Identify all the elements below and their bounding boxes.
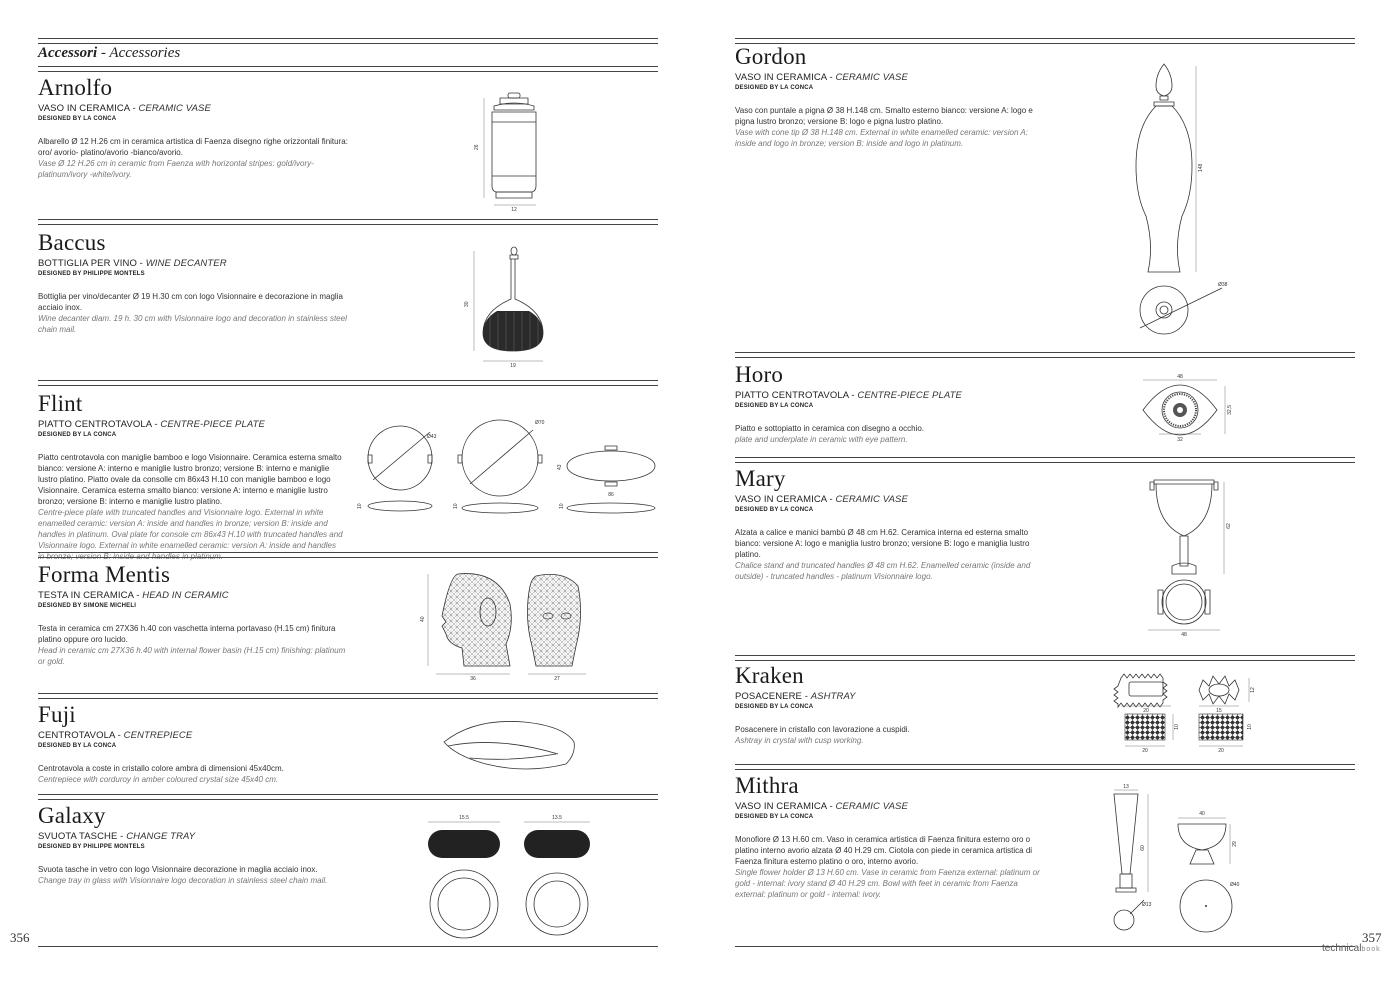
dimension-label: 36	[470, 676, 476, 682]
dimension-label: 60	[1140, 845, 1146, 851]
product-type-it: VASO IN CERAMICA	[735, 72, 827, 83]
product-designer: DESIGNED BY LA CONCA	[735, 85, 814, 91]
product-description-en: Single flower holder Ø 13 H.60 cm. Vase in ceramic from Faenza external: platinum or gold - internal: ivory stand Ø 40 H.29 cm. Bowl with feet in ceramic from Faenza external: platinum or gold - internal: ivory.	[735, 868, 1040, 899]
dimension-label: 86	[608, 492, 614, 498]
dimension-label: 62	[1226, 523, 1232, 529]
product-type-en: WINE DECANTER	[145, 258, 227, 269]
product-type-en: CENTRE-PIECE PLATE	[160, 419, 265, 430]
product-description-it: Albarello Ø 12 H.26 cm in ceramica artistica di Faenza disegno righe orizzontali finitura: oro/ avorio- platino/avorio -bianco/avorio.	[38, 137, 348, 157]
product-description-it: Svuota tasche in vetro con logo Visionnaire decorazione in maglia acciaio inox.	[38, 865, 318, 874]
brand-label	[1322, 943, 1381, 954]
product-forma-mentis	[38, 563, 348, 667]
product-mithra	[735, 774, 1045, 900]
galaxy-drawing	[420, 812, 600, 938]
header-rule-bottom	[38, 66, 658, 72]
product-type-en: CENTREPIECE	[123, 730, 193, 741]
product-type-it: PIATTO CENTROTAVOLA	[38, 419, 152, 430]
product-type-it: VASO IN CERAMICA	[735, 494, 827, 505]
section-header-sep: -	[97, 45, 110, 61]
product-type-en: HEAD IN CERAMIC	[142, 590, 229, 601]
section-rule	[38, 380, 658, 386]
product-description-it: Vaso con puntale a pigna Ø 38 H.148 cm. Smalto esterno bianco: versione A: logo e pigna lustro bronzo; versione B: logo e pigna lustro platino.	[735, 106, 1033, 126]
product-type: BOTTIGLIA PER VINO - WINE DECANTER	[38, 258, 227, 269]
dimension-label: 10	[1247, 724, 1253, 730]
product-type-it: VASO IN CERAMICA	[38, 103, 130, 114]
dimension-label: 12	[1250, 687, 1256, 693]
product-description-it: Bottiglia per vino/decanter Ø 19 H.30 cm con logo Visionnaire e decorazione in maglia acciaio inox.	[38, 292, 343, 312]
section-header-en: Accessories	[109, 45, 181, 61]
product-name: Flint	[38, 391, 83, 416]
product-type: VASO IN CERAMICA - CERAMIC VASE	[735, 494, 908, 505]
product-designer: DESIGNED BY LA CONCA	[735, 814, 814, 820]
product-type-it: SVUOTA TASCHE	[38, 831, 118, 842]
product-type: VASO IN CERAMICA - CERAMIC VASE	[735, 801, 908, 812]
section-rule	[735, 457, 1355, 463]
product-baccus	[38, 231, 348, 335]
product-type: VASO IN CERAMICA - CERAMIC VASE	[735, 72, 908, 83]
dimension-label: 29	[1232, 841, 1238, 847]
product-type: POSACENERE - ASHTRAY	[735, 691, 856, 702]
page-number-right: 357	[1362, 930, 1382, 945]
flint-drawing	[355, 410, 665, 522]
product-type-en: CERAMIC VASE	[835, 72, 908, 83]
horo-drawing	[1135, 372, 1235, 444]
product-mary	[735, 467, 1045, 582]
product-description-en: Chalice stand and truncated handles Ø 48 cm H.62. Enamelled ceramic (inside and outside) - truncated handles - platinum Visionnaire logo.	[735, 561, 1031, 581]
product-type: PIATTO CENTROTAVOLA - CENTRE-PIECE PLATE	[735, 390, 962, 401]
dimension-label: 30	[464, 301, 470, 307]
gordon-drawing	[1120, 60, 1230, 346]
product-description-it: Centrotavola a coste in cristallo colore ambra di dimensioni 45x40cm.	[38, 764, 284, 773]
section-rule	[38, 794, 658, 800]
dimension-label: 10	[1174, 724, 1180, 730]
page-bottom-rule	[735, 946, 1355, 947]
dimension-label: 27	[554, 676, 560, 682]
product-type: VASO IN CERAMICA - CERAMIC VASE	[38, 103, 211, 114]
page-number-left: 356	[10, 930, 30, 945]
dimension-label: 20	[1218, 748, 1224, 754]
product-kraken	[735, 664, 1045, 746]
dimension-label: Ø13	[1142, 902, 1152, 908]
kraken-drawing	[1115, 670, 1256, 754]
mithra-drawing	[1100, 782, 1260, 942]
dimension-label: 26	[474, 144, 480, 150]
product-description-en: plate and underplate in ceramic with eye pattern.	[735, 435, 908, 444]
dimension-label: 10	[357, 503, 363, 509]
product-type-en: CERAMIC VASE	[835, 494, 908, 505]
fuji-drawing	[440, 718, 580, 774]
dimension-label: Ø70	[535, 420, 545, 426]
product-designer: DESIGNED BY LA CONCA	[735, 507, 814, 513]
product-designer: DESIGNED BY LA CONCA	[38, 116, 117, 122]
product-type-en: ASHTRAY	[810, 691, 856, 702]
dimension-label: 19	[510, 363, 516, 369]
product-designer: DESIGNED BY LA CONCA	[735, 403, 814, 409]
header-rule	[735, 38, 1355, 44]
product-type: PIATTO CENTROTAVOLA - CENTRE-PIECE PLATE	[38, 419, 265, 430]
product-name: Baccus	[38, 230, 106, 255]
section-rule	[38, 219, 658, 225]
product-type-en: CERAMIC VASE	[138, 103, 211, 114]
arnolfo-drawing	[470, 88, 560, 213]
section-rule	[735, 764, 1355, 770]
product-horo	[735, 363, 1045, 445]
product-description-en: Head in ceramic cm 27X36 h.40 with internal flower basin (H.15 cm) finishing: platinum or gold.	[38, 646, 346, 666]
dimension-label: 32	[1177, 437, 1183, 443]
product-galaxy	[38, 804, 348, 886]
product-description-it: Testa in ceramica cm 27X36 h.40 con vaschetta interna portavaso (H.15 cm) finitura platino oppure oro lucido.	[38, 624, 336, 644]
dimension-label: 12	[511, 207, 517, 213]
section-header	[38, 44, 180, 62]
dimension-label: 32,5	[1227, 405, 1233, 415]
product-name: Horo	[735, 362, 784, 387]
product-name: Galaxy	[38, 803, 106, 828]
section-rule	[38, 693, 658, 699]
product-name: Arnolfo	[38, 75, 113, 100]
product-type: SVUOTA TASCHE - CHANGE TRAY	[38, 831, 196, 842]
product-name: Gordon	[735, 44, 807, 69]
product-description-en: Centre-piece plate with truncated handles and Visionnaire logo. External in white enamelled ceramic: version A: inside and handles in bronze; version B: inside and handles in platinum. Oval plate for console cm 86x43 H.10 with truncated handles and Visionnaire logo. External in white enamelled ceramic: version A: inside and handles in bronze; version B: inside and handles in platinum.	[38, 508, 343, 561]
dimension-label: 15.5	[459, 815, 469, 821]
product-description-en: Centrepiece with corduroy in amber coloured crystal size 45x40 cm.	[38, 775, 279, 784]
product-type-it: TESTA IN CERAMICA	[38, 590, 134, 601]
dimension-label: 20	[1142, 748, 1148, 754]
dimension-label: 20	[1143, 708, 1149, 714]
product-designer: DESIGNED BY PHILIPPE MONTELS	[38, 844, 145, 850]
product-description-it: Piatto centrotavola con maniglie bamboo e logo Visionnaire. Ceramica esterna smalto bianco: versione A: interno e maniglie lustro bronzo; versione B: interno e maniglie lustro platino. Piatto ovale da consolle cm 86x43 H.10 con maniglie bamboo e logo Visionnaire. Ceramica esterna smalto bianco: versione A: interno e maniglie lustro bronzo; versione B: interno e maniglie lustro platino.	[38, 453, 342, 506]
product-description-it: Alzata a calice e manici bambù Ø 48 cm H.62. Ceramica interna ed esterna smalto bianco: versione A: logo e maniglia lustro bronzo; versione B: logo e maniglia lustro platino.	[735, 528, 1030, 559]
product-type-it: PIATTO CENTROTAVOLA	[735, 390, 849, 401]
product-description-en: Wine decanter diam. 19 h. 30 cm with Visionnaire logo and decoration in stainless steel chain mail.	[38, 314, 347, 334]
product-name: Mary	[735, 466, 786, 491]
product-type-en: CENTRE-PIECE PLATE	[857, 390, 962, 401]
dimension-label: 43	[557, 464, 563, 470]
baccus-drawing	[460, 245, 560, 370]
product-description-it: Monofiore Ø 13 H.60 cm. Vaso in ceramica artistica di Faenza finitura esterno oro o platino interno avorio alzata Ø 40 H.29 cm. Ciotola con piede in ceramica artistica di Faenza finitura esterno platino o oro, interno avorio.	[735, 835, 1033, 866]
product-type-it: POSACENERE	[735, 691, 802, 702]
section-rule	[735, 655, 1355, 661]
dimension-label: 13.5	[552, 815, 562, 821]
product-description-it: Posacenere in cristallo con lavorazione a cuspidi.	[735, 725, 910, 734]
product-designer: DESIGNED BY LA CONCA	[38, 743, 117, 749]
section-header-it: Accessori	[38, 45, 98, 61]
dimension-label: Ø38	[1218, 282, 1228, 288]
dimension-label: 48	[1181, 632, 1187, 638]
product-gordon	[735, 45, 1045, 149]
forma-mentis-drawing	[418, 570, 598, 682]
product-description-en: Vase Ø 12 H.26 cm in ceramic from Faenza with horizontal stripes: gold/ivory- platinum/ivory -white/ivory.	[38, 159, 314, 179]
dimension-label: 10	[453, 503, 459, 509]
product-type-it: VASO IN CERAMICA	[735, 801, 827, 812]
section-rule	[38, 552, 658, 558]
product-name: Mithra	[735, 773, 799, 798]
product-type-en: CERAMIC VASE	[835, 801, 908, 812]
product-designer: DESIGNED BY LA CONCA	[735, 704, 814, 710]
product-description-en: Ashtray in crystal with cusp working.	[735, 736, 864, 745]
product-designer: DESIGNED BY PHILIPPE MONTELS	[38, 271, 145, 277]
dimension-label: 148	[1198, 163, 1204, 172]
dimension-label: 10	[559, 503, 565, 509]
product-type-en: CHANGE TRAY	[126, 831, 196, 842]
product-designer: DESIGNED BY LA CONCA	[38, 432, 117, 438]
dimension-label: 13	[1123, 784, 1129, 790]
product-flint	[38, 392, 344, 562]
product-arnolfo	[38, 76, 348, 180]
product-description-en: Change tray in glass with Visionnaire logo decoration in stainless steel chain mail.	[38, 876, 328, 885]
dimension-label: Ø40	[1230, 882, 1240, 888]
product-type: CENTROTAVOLA - CENTREPIECE	[38, 730, 193, 741]
section-rule	[735, 352, 1355, 358]
product-type-it: CENTROTAVOLA	[38, 730, 115, 741]
product-name: Forma Mentis	[38, 562, 171, 587]
product-description-en: Vase with cone tip Ø 38 H.148 cm. External in white enamelled ceramic: version A: inside and logo in bronze; version B: inside and logo in platinum.	[735, 128, 1028, 148]
dimension-label: 40	[1199, 811, 1205, 817]
mary-drawing	[1138, 474, 1238, 638]
product-designer: DESIGNED BY SIMONE MICHELI	[38, 603, 137, 609]
product-type: TESTA IN CERAMICA - HEAD IN CERAMIC	[38, 590, 229, 601]
product-description-it: Piatto e sottopiatto in ceramica con disegno a occhio.	[735, 424, 924, 433]
page-bottom-rule	[38, 946, 658, 947]
dimension-label: 15	[1216, 708, 1222, 714]
brand-technical: technical	[1322, 943, 1362, 954]
product-name: Kraken	[735, 663, 804, 688]
product-fuji	[38, 703, 348, 785]
dimension-label: 48	[1177, 374, 1183, 380]
brand-book: book	[1361, 946, 1381, 953]
dimension-label: 40	[420, 616, 426, 622]
product-type-it: BOTTIGLIA PER VINO	[38, 258, 137, 269]
dimension-label: Ø43	[427, 434, 437, 440]
product-name: Fuji	[38, 702, 76, 727]
